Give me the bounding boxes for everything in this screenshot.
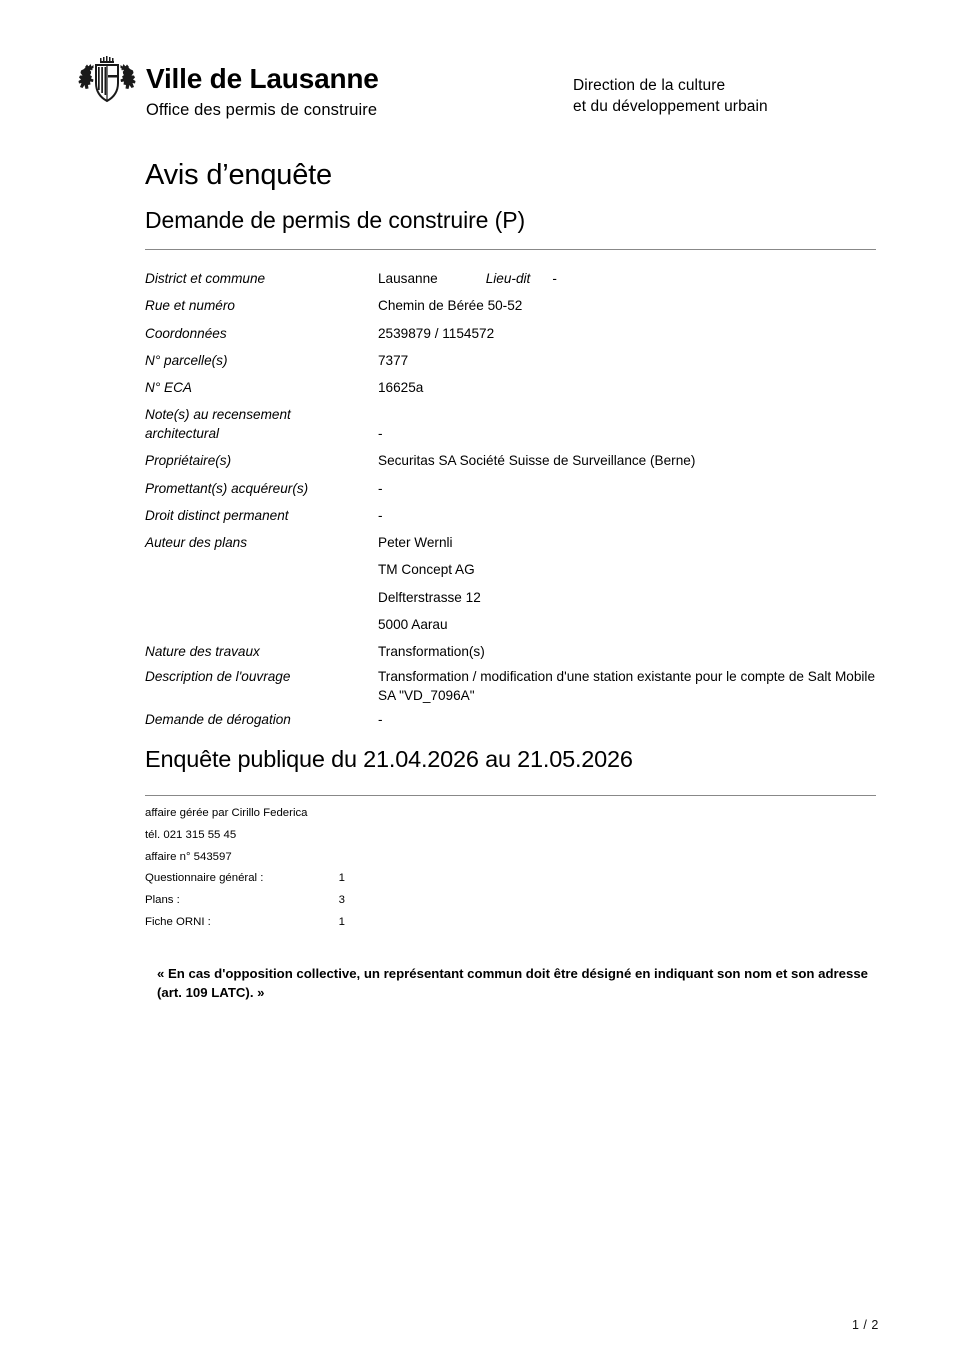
label-parcel: N° parcelle(s): [145, 352, 228, 368]
details-table: [145, 270, 876, 739]
value-author-line-4: 5000 Aarau: [378, 616, 448, 632]
count-value-plans: 3: [338, 894, 345, 907]
brand-block: [78, 54, 379, 119]
value-eca: 16625a: [378, 380, 424, 395]
page-title: Avis d’enquête: [145, 159, 332, 191]
count-value-orni: 1: [338, 915, 345, 928]
label-owner: Propriétaire(s): [145, 453, 232, 469]
table-row-district: [145, 270, 876, 289]
table-row-author: [145, 534, 876, 553]
count-row-questionnaire: [145, 873, 345, 884]
table-row-owner: [145, 452, 876, 471]
table-row-author-company: [145, 561, 876, 580]
table-row-derogation: [145, 711, 876, 730]
value-nature: Transformation(s): [378, 644, 485, 659]
case-meta-block: [145, 808, 545, 939]
value-owner: Securitas SA Société Suisse de Surveillance (Berne): [378, 453, 696, 469]
table-row-coordinates: [145, 325, 876, 344]
department-name: [573, 76, 768, 117]
count-label-plans: Plans :: [145, 894, 180, 907]
managed-by-line: affaire gérée par Cirillo Federica: [145, 807, 308, 819]
table-row-author-city: [145, 616, 876, 635]
table-row-parcel: [145, 352, 876, 371]
divider-top: [145, 249, 876, 250]
label-nature: Nature des travaux: [145, 644, 260, 659]
label-census: [145, 406, 378, 444]
label-street: Rue et numéro: [145, 298, 235, 314]
value-description: Transformation / modification d'une station existante pour le compte de Salt Mobile SA "VD_7096A": [378, 668, 876, 703]
value-promisor: -: [378, 480, 383, 496]
table-row-easement: [145, 507, 876, 526]
value-derogation: -: [378, 712, 383, 728]
page-header: [0, 0, 970, 140]
count-value-questionnaire: 1: [338, 872, 345, 885]
legal-notice: « En cas d'opposition collective, un représentant commun doit être désigné en indiquant son nom et son adresse (art. 109 LATC). »: [157, 966, 868, 1000]
value-district: Lausanne: [378, 271, 438, 286]
page-number: 1 / 2: [852, 1318, 879, 1332]
table-row-author-street: [145, 589, 876, 608]
brand-row: [78, 54, 379, 104]
table-row-street: [145, 297, 876, 316]
count-row-plans: [145, 895, 345, 906]
value-census: -: [378, 426, 383, 441]
value-author-line-1: Peter Wernli: [378, 535, 453, 550]
value-author-line-3: Delfterstrasse 12: [378, 589, 481, 605]
table-row-description: [145, 668, 876, 706]
department-line-1: Direction de la culture: [573, 77, 726, 94]
phone-line: tél. 021 315 55 45: [145, 828, 237, 841]
value-author-line-2: TM Concept AG: [378, 562, 475, 578]
label-coordinates: Coordonnées: [145, 325, 227, 341]
label-eca: N° ECA: [145, 380, 192, 395]
table-row-nature: [145, 643, 876, 662]
label-census-line-2: architectural: [145, 426, 220, 441]
count-row-orni: [145, 917, 345, 928]
table-row-census: [145, 406, 876, 444]
brand-subtitle: Office des permis de construire: [146, 101, 378, 119]
lausanne-coat-of-arms-icon: [78, 54, 136, 104]
count-label-orni: Fiche ORNI :: [145, 915, 211, 928]
value-district-group: [378, 270, 876, 289]
value-parcel: 7377: [378, 352, 409, 368]
label-district: District et commune: [145, 271, 266, 286]
label-easement: Droit distinct permanent: [145, 507, 289, 523]
value-lieudit: -: [552, 271, 557, 286]
value-easement: -: [378, 507, 383, 523]
brand-title: Ville de Lausanne: [146, 63, 379, 94]
divider-bottom: [145, 795, 876, 796]
table-row-eca: [145, 379, 876, 398]
value-coordinates: 2539879 / 1154572: [378, 325, 495, 341]
count-label-questionnaire: Questionnaire général :: [145, 872, 264, 885]
label-census-line-1: Note(s) au recensement: [145, 407, 291, 423]
value-street: Chemin de Bérée 50-52: [378, 298, 523, 314]
label-promisor: Promettant(s) acquéreur(s): [145, 480, 309, 496]
public-inquiry-heading: Enquête publique du 21.04.2026 au 21.05.2026: [145, 746, 633, 772]
label-description: Description de l'ouvrage: [145, 668, 291, 684]
table-row-promisor: [145, 480, 876, 499]
label-derogation: Demande de dérogation: [145, 712, 291, 728]
label-lieudit: Lieu-dit: [485, 271, 531, 286]
page-subtitle: Demande de permis de construire (P): [145, 207, 525, 233]
department-line-2: et du développement urbain: [573, 97, 768, 115]
case-number-line: affaire n° 543597: [145, 850, 232, 863]
label-author: Auteur des plans: [145, 535, 248, 550]
